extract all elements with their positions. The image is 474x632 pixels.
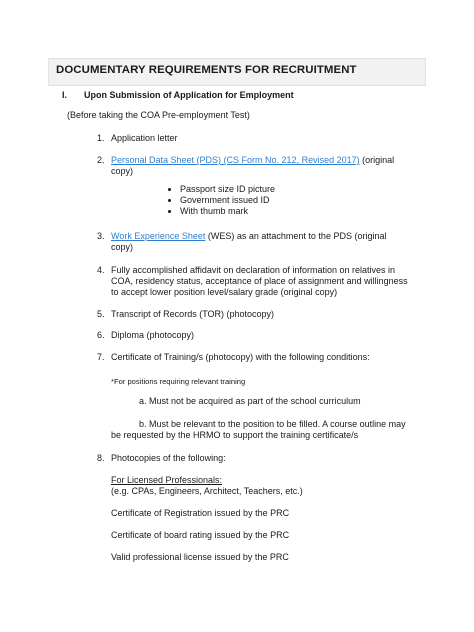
item-7-condition-b-line-1: b. Must be relevant to the position to be filled. A course outline may bbox=[139, 419, 406, 429]
prc-requirement-3: Valid professional license issued by the PRC bbox=[111, 552, 289, 562]
item-4-line-1: Fully accomplished affidavit on declaration of information on relatives in bbox=[111, 265, 395, 275]
item-7-number: 7. bbox=[97, 352, 105, 362]
bullet-dot bbox=[168, 188, 171, 191]
item-2-cont: copy) bbox=[111, 166, 134, 176]
prc-requirement-2: Certificate of board rating issued by the PRC bbox=[111, 530, 290, 540]
item-3-cont: copy) bbox=[111, 242, 134, 252]
item-1-text: Application letter bbox=[111, 133, 178, 143]
prc-requirement-1: Certificate of Registration issued by the PRC bbox=[111, 508, 290, 518]
item-1-number: 1. bbox=[97, 133, 105, 143]
item-2-line bbox=[111, 155, 394, 166]
bullet-dot bbox=[168, 199, 171, 202]
section-numeral: I. bbox=[62, 90, 68, 100]
item-7-note: *For positions requiring relevant training bbox=[111, 377, 246, 386]
item-8-number: 8. bbox=[97, 453, 105, 463]
licensed-professionals-heading: For Licensed Professionals: bbox=[111, 475, 223, 485]
pds-link[interactable]: Personal Data Sheet (PDS) (CS Form No. 212, Revised 2017) bbox=[111, 155, 360, 165]
item-4-number: 4. bbox=[97, 265, 105, 275]
item-5-text: Transcript of Records (TOR) (photocopy) bbox=[111, 309, 275, 319]
item-2-number: 2. bbox=[97, 155, 105, 165]
document-title: DOCUMENTARY REQUIREMENTS FOR RECRUITMENT bbox=[56, 64, 357, 76]
item-7-condition-b-line-2: be requested by the HRMO to support the training certificate/s bbox=[111, 430, 359, 440]
item-4-line-3: to accept lower position level/salary grade (original copy) bbox=[111, 287, 338, 297]
item-2-bullet-1: Passport size ID picture bbox=[180, 184, 276, 194]
section-note: (Before taking the COA Pre-employment Test) bbox=[67, 110, 250, 120]
item-7-condition-a: a. Must not be acquired as part of the school curriculum bbox=[139, 396, 361, 406]
wes-link[interactable]: Work Experience Sheet bbox=[111, 231, 206, 241]
item-6-number: 6. bbox=[97, 330, 105, 340]
item-8-text: Photocopies of the following: bbox=[111, 453, 226, 463]
bullet-dot bbox=[168, 210, 171, 213]
item-2-bullet-2: Government issued ID bbox=[180, 195, 270, 205]
item-7-text: Certificate of Training/s (photocopy) with the following conditions: bbox=[111, 352, 370, 362]
licensed-professionals-examples: (e.g. CPAs, Engineers, Architect, Teachers, etc.) bbox=[111, 486, 303, 496]
section-heading: Upon Submission of Application for Employment bbox=[84, 90, 294, 100]
item-3-after: (WES) as an attachment to the PDS (original bbox=[205, 231, 387, 241]
item-3-number: 3. bbox=[97, 231, 105, 241]
item-2-bullet-3: With thumb mark bbox=[180, 206, 249, 216]
item-2-after: (original bbox=[359, 155, 395, 165]
item-5-number: 5. bbox=[97, 309, 105, 319]
item-3-line bbox=[111, 231, 386, 242]
item-4-line-2: COA, residency status, acceptance of place of assignment and willingness bbox=[111, 276, 408, 286]
item-6-text: Diploma (photocopy) bbox=[111, 330, 195, 340]
